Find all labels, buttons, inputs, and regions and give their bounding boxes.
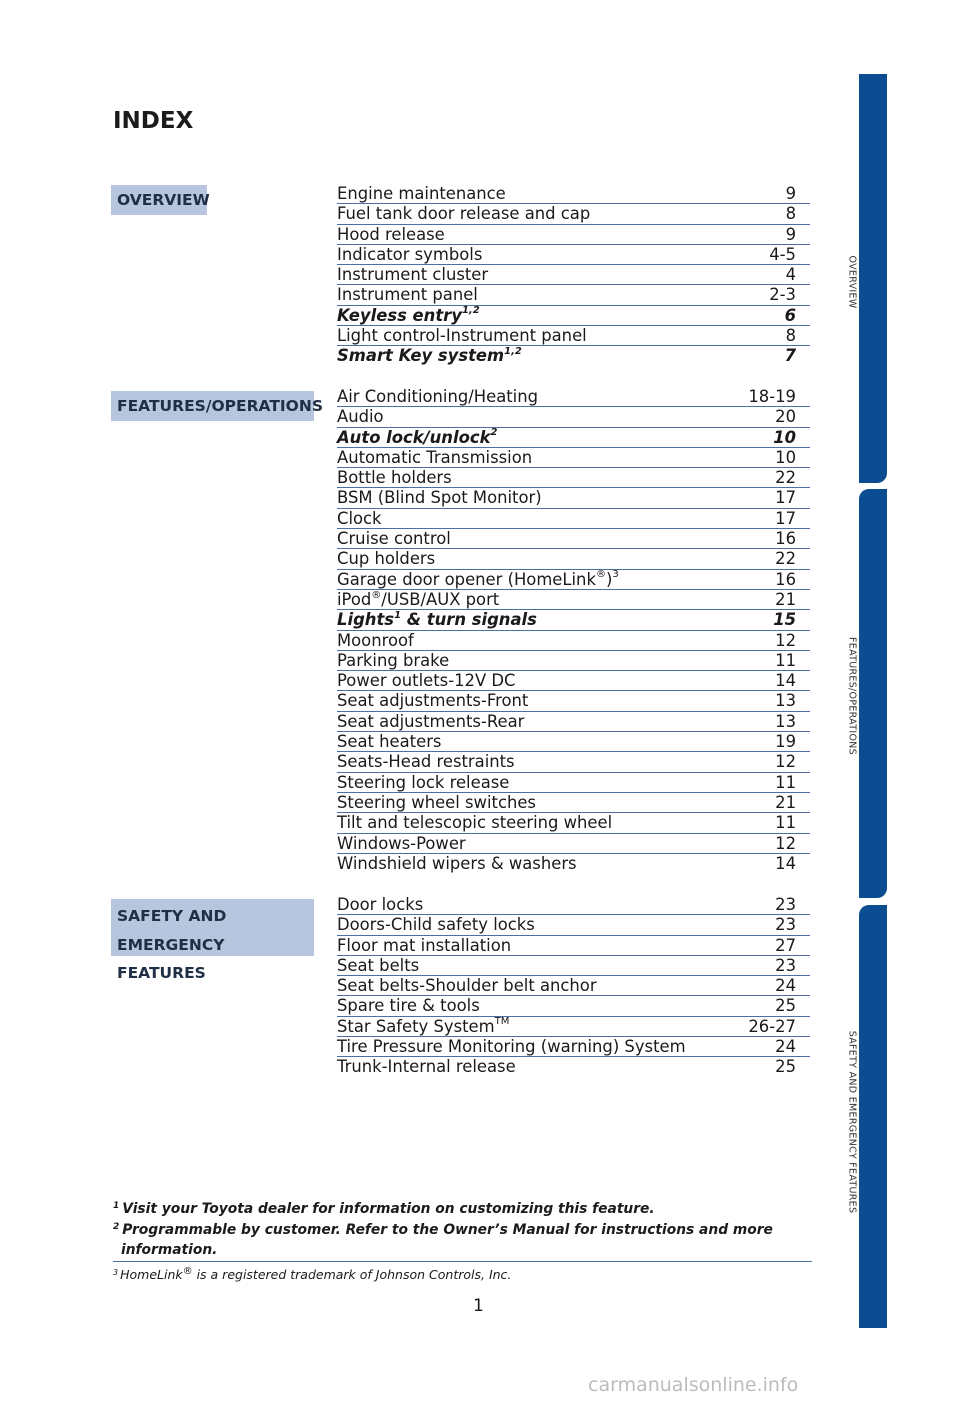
index-entry-page: 6 [784,305,796,325]
safety-entry-list [337,895,810,1078]
watermark: carmanualsonline.info [588,1374,799,1396]
index-entry-name: Fuel tank door release and cap [337,204,591,224]
index-entry-page: 23 [775,955,796,975]
side-label-safety: SAFETY AND EMERGENCY FEATURES [846,1030,858,1214]
index-entry[interactable] [337,834,810,854]
side-label-features: FEATURES/OPERATIONS [846,637,858,755]
index-entry-name: Automatic Transmission [337,447,533,467]
footnote-3-text-a: HomeLink [120,1266,183,1282]
index-entry[interactable] [337,793,810,813]
index-entry-name: Hood release [337,224,445,244]
index-entry-page: 21 [775,792,796,812]
index-entry-page: 25 [775,1057,796,1077]
index-entry-page: 13 [775,711,796,731]
index-entry[interactable] [337,285,810,305]
index-entry-name: Keyless entry$^{1,2}$ [337,305,480,325]
index-entry[interactable] [337,956,810,976]
index-entry-page: 15 [773,610,796,630]
index-entry-name: Instrument panel [337,285,478,305]
index-entry[interactable] [337,773,810,793]
index-entry[interactable] [337,895,810,915]
index-entry-page: 16 [775,569,796,589]
overview-entry-list [337,184,810,367]
index-entry[interactable] [337,1037,810,1057]
index-entry[interactable] [337,996,810,1016]
footnotes [113,1200,812,1282]
index-entry[interactable] [337,854,810,874]
footnote-1-text: Visit your Toyota dealer for information on customizing this feature. [122,1201,655,1217]
footnote-2 [113,1221,812,1242]
index-entry[interactable] [337,813,810,833]
index-entry[interactable] [337,488,810,508]
index-entry-name: BSM (Blind Spot Monitor) [337,488,542,508]
index-entry-name: Steering lock release [337,772,510,792]
index-entry-name: Windshield wipers & washers [337,853,577,873]
index-entry[interactable] [337,1017,810,1037]
index-entry-page: 8 [785,204,796,224]
index-entry-page: 12 [775,630,796,650]
page-number: 1 [473,1296,484,1316]
index-entry-name: Seat belts-Shoulder belt anchor [337,976,597,996]
index-entry[interactable] [337,326,810,346]
index-entry[interactable] [337,448,810,468]
index-entry-page: 17 [775,488,796,508]
index-entry-page: 4-5 [769,244,796,264]
index-entry-name: Cruise control [337,529,451,549]
index-entry-page: 27 [775,935,796,955]
index-entry-page: 4 [785,265,796,285]
footnote-3-registered: ® [182,1265,193,1277]
index-entry-page: 23 [775,915,796,935]
index-entry-page: 24 [775,1037,796,1057]
index-entry[interactable] [337,732,810,752]
index-entry-footnote-ref: TM [494,1016,510,1028]
index-entry-name: Seat adjustments-Front [337,691,529,711]
index-entry[interactable] [337,428,810,448]
footnote-3 [113,1267,812,1282]
index-entry-name: Seat belts [337,955,420,975]
index-entry-name: Light control-Instrument panel [337,326,587,346]
index-entry-name: Indicator symbols [337,244,483,264]
index-entry[interactable] [337,225,810,245]
index-entry[interactable] [337,265,810,285]
index-entry[interactable] [337,387,810,407]
index-entry-page: 19 [775,732,796,752]
index-entry-footnote-ref: 1,2 [504,345,522,357]
index-entry-name: Door locks [337,895,424,914]
index-entry-footnote-ref: 1,2 [461,305,480,317]
index-entry-page: 9 [785,224,796,244]
index-entry-page: 22 [775,468,796,488]
index-entry-name: Air Conditioning/Heating [337,387,539,406]
side-tab-overview[interactable] [859,74,887,483]
index-entry-name: Cup holders [337,549,436,569]
index-entry-name: Garage door opener (HomeLink®)$^3$ [337,569,619,589]
index-entry-page: 12 [775,833,796,853]
index-entry-name: Clock [337,508,382,528]
index-entry-page: 10 [773,427,796,447]
index-entry[interactable] [337,306,810,326]
footnote-3-text-b: is a registered trademark of Johnson Controls, Inc. [192,1266,512,1282]
index-entry-name: Windows-Power [337,833,466,853]
side-label-overview: OVERVIEW [846,255,858,309]
side-tab-features[interactable] [859,489,887,898]
index-entry-page: 25 [775,996,796,1016]
index-entry-name: Smart Key system$^{1,2}$ [337,345,522,366]
index-entry[interactable] [337,631,810,651]
index-entry[interactable] [337,204,810,224]
index-entry-page: 9 [785,184,796,203]
footnote-2-number: 2 [113,1221,120,1232]
index-entry-name: Seat adjustments-Rear [337,711,525,731]
index-entry[interactable] [337,346,810,366]
index-entry-name: Floor mat installation [337,935,512,955]
index-entry[interactable] [337,610,810,630]
side-tab-safety[interactable] [859,905,887,1328]
index-entry-name: Steering wheel switches [337,792,536,812]
section-label-features: FEATURES/OPERATIONS [111,391,314,421]
section-label-safety-line2: EMERGENCY FEATURES [117,935,225,982]
index-entry-page: 13 [775,691,796,711]
index-entry-page: 8 [785,326,796,346]
index-entry-page: 12 [775,752,796,772]
index-entry[interactable] [337,590,810,610]
index-entry[interactable] [337,691,810,711]
index-entry-mark: ® [595,569,606,581]
index-entry-name: Instrument cluster [337,265,489,285]
features-entry-list [337,387,810,874]
index-entry-page: 26-27 [748,1016,796,1036]
index-entry-page: 17 [775,508,796,528]
index-entry-page: 23 [775,895,796,914]
index-entry-name: Parking brake [337,650,450,670]
index-entry-page: 24 [775,976,796,996]
index-entry-mark: ® [371,589,382,601]
index-entry[interactable] [337,651,810,671]
index-entry-name: Lights$^1$ & turn signals [337,609,537,630]
index-entry-page: 2-3 [769,285,796,305]
index-entry-page: 20 [775,407,796,427]
index-entry-name: Tilt and telescopic steering wheel [337,813,613,833]
index-entry-name: Seats-Head restraints [337,752,515,772]
index-entry[interactable] [337,509,810,529]
index-entry-name: Moonroof [337,630,414,650]
index-entry[interactable] [337,712,810,732]
index-entry-page: 22 [775,549,796,569]
index-entry-name: Doors-Child safety locks [337,915,535,935]
index-entry[interactable] [337,468,810,488]
index-entry-name: Engine maintenance [337,184,506,203]
index-entry-name: iPod®/USB/AUX port [337,589,500,609]
index-entry-name: Spare tire & tools [337,996,480,1016]
index-entry-page: 11 [775,772,796,792]
index-entry-name: Auto lock/unlock$^2$ [337,427,498,447]
index-entry-page: 16 [775,529,796,549]
index-entry[interactable] [337,407,810,427]
index-entry-name: Tire Pressure Monitoring (warning) System [337,1037,686,1057]
index-entry-page: 7 [784,346,796,366]
index-entry-mark: 1 [394,609,402,621]
footnote-2-text: Programmable by customer. Refer to the Owner’s Manual for instructions and more [122,1221,773,1238]
section-label-safety-line1: SAFETY AND [117,907,227,925]
index-entry-page: 14 [775,853,796,873]
footnote-2-continued: information. [121,1242,218,1258]
footnote-divider [113,1261,812,1262]
index-entry-page: 11 [775,650,796,670]
page-title: INDEX [113,108,194,134]
index-entry-page: 14 [775,671,796,691]
index-entry-name: Audio [337,407,384,427]
index-entry-page: 18-19 [748,387,796,406]
index-entry[interactable] [337,976,810,996]
index-entry[interactable] [337,570,810,590]
section-label-safety [111,899,314,982]
index-entry[interactable] [337,752,810,772]
index-entry-page: 21 [775,589,796,609]
footnote-1-number: 1 [113,1201,120,1211]
index-entry[interactable] [337,936,810,956]
index-entry-footnote-ref: 2 [490,427,498,439]
footnote-3-number: 3 [113,1267,119,1277]
index-entry[interactable] [337,671,810,691]
index-entry[interactable] [337,549,810,569]
footnote-1 [113,1200,812,1221]
index-entry[interactable] [337,245,810,265]
index-entry-footnote-ref: 3 [612,569,619,581]
index-entry[interactable] [337,915,810,935]
index-entry[interactable] [337,529,810,549]
index-entry-name: Power outlets-12V DC [337,671,516,691]
index-entry[interactable] [337,184,810,204]
index-entry[interactable] [337,1057,810,1077]
index-entry-name: Bottle holders [337,468,452,488]
index-entry-page: 10 [775,447,796,467]
index-entry-name: Trunk-Internal release [337,1057,516,1077]
index-entry-name: Seat heaters [337,732,442,752]
section-label-overview: OVERVIEW [111,185,207,215]
index-entry-name: Star Safety System™ [337,1016,510,1036]
index-entry-page: 11 [775,813,796,833]
